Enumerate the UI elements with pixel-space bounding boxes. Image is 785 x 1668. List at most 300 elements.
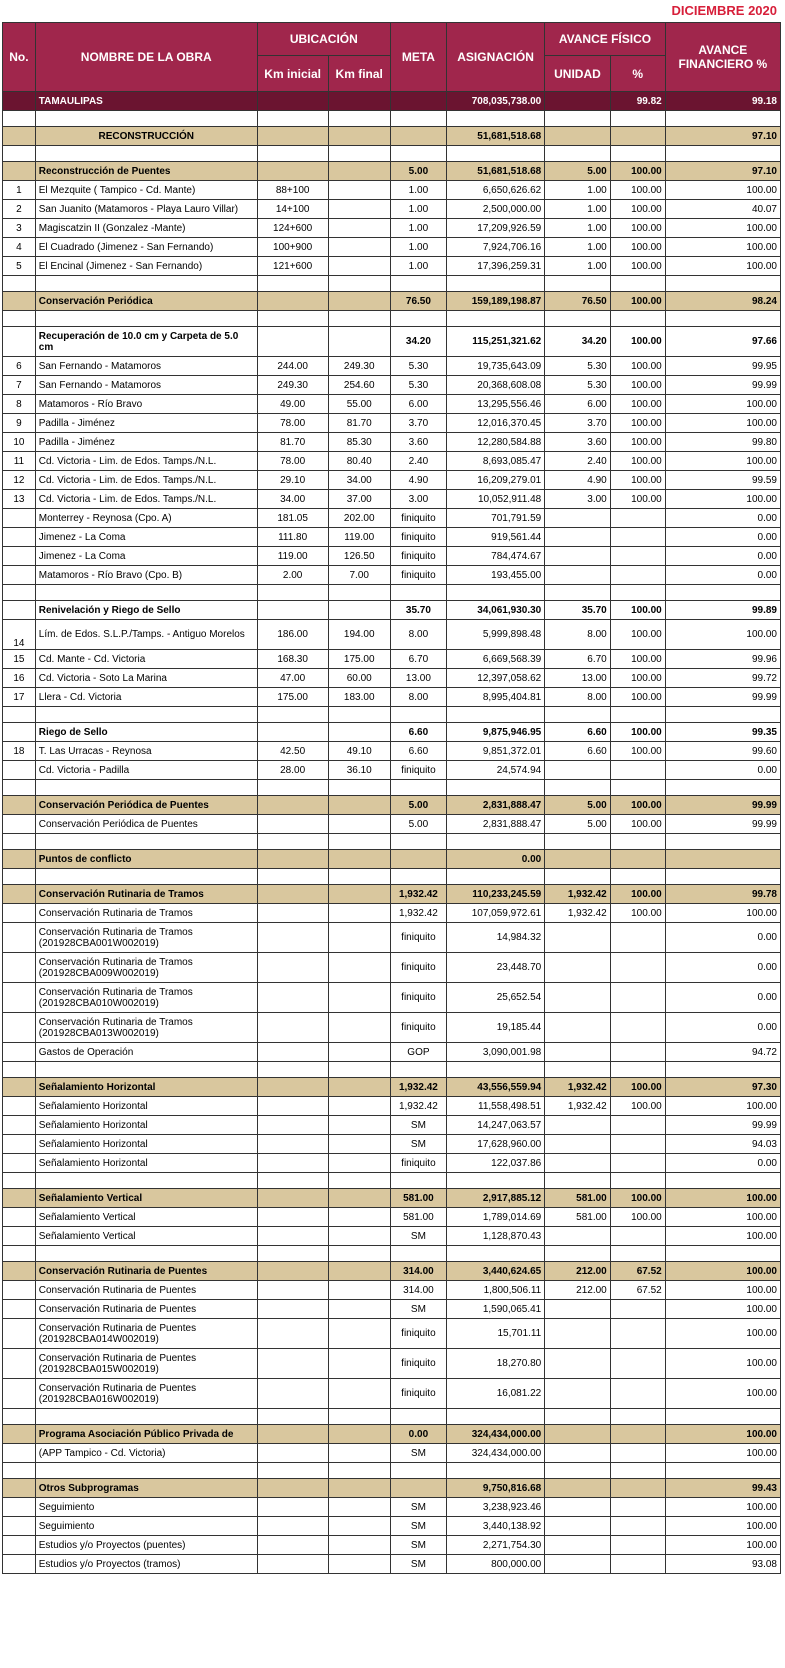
- cell-name: Conservación Rutinaria de Tramos (201928CBA009W002019): [35, 953, 257, 983]
- table-row: [3, 146, 781, 162]
- cell-avance-financiero: 93.08: [665, 1555, 780, 1574]
- cell-pct: [610, 127, 665, 146]
- cell-meta: 34.20: [390, 327, 446, 357]
- cell-pct: 100.00: [610, 200, 665, 219]
- empty-cell: [545, 1173, 611, 1189]
- cell-unidad: [545, 1479, 611, 1498]
- cell-name: San Fernando - Matamoros: [35, 357, 257, 376]
- header-pct: %: [610, 56, 665, 92]
- empty-cell: [328, 311, 390, 327]
- empty-cell: [446, 780, 544, 796]
- cell-km-final: [328, 327, 390, 357]
- table-row: [3, 983, 781, 1013]
- table-row: [3, 796, 781, 815]
- header-ubicacion: UBICACIÓN: [257, 23, 390, 56]
- cell-meta: finiquito: [390, 983, 446, 1013]
- table-row: [3, 162, 781, 181]
- cell-avance-financiero: 99.18: [665, 92, 780, 111]
- cell-no: 17: [3, 688, 36, 707]
- cell-no: 10: [3, 433, 36, 452]
- cell-unidad: [545, 923, 611, 953]
- cell-meta: 6.00: [390, 395, 446, 414]
- cell-km-final: [328, 1444, 390, 1463]
- table-row: [3, 1281, 781, 1300]
- cell-km-inicial: 78.00: [257, 414, 328, 433]
- cell-pct: [610, 528, 665, 547]
- cell-km-final: [328, 257, 390, 276]
- cell-name: Señalamiento Horizontal: [35, 1078, 257, 1097]
- cell-asignacion: 9,875,946.95: [446, 723, 544, 742]
- cell-meta: 35.70: [390, 601, 446, 620]
- cell-km-inicial: [257, 1319, 328, 1349]
- cell-asignacion: 0.00: [446, 850, 544, 869]
- table-row: [3, 1300, 781, 1319]
- empty-cell: [257, 869, 328, 885]
- empty-cell: [390, 1246, 446, 1262]
- cell-avance-financiero: 99.99: [665, 376, 780, 395]
- cell-no: [3, 92, 36, 111]
- cell-km-final: [328, 1013, 390, 1043]
- table-row: [3, 1173, 781, 1189]
- table-row: [3, 1555, 781, 1574]
- cell-no: 18: [3, 742, 36, 761]
- cell-avance-financiero: 99.43: [665, 1479, 780, 1498]
- cell-unidad: [545, 1116, 611, 1135]
- cell-pct: 100.00: [610, 292, 665, 311]
- cell-unidad: [545, 547, 611, 566]
- cell-pct: [610, 1379, 665, 1409]
- table-row: [3, 257, 781, 276]
- table-row: [3, 1116, 781, 1135]
- empty-cell: [35, 1173, 257, 1189]
- cell-asignacion: 19,185.44: [446, 1013, 544, 1043]
- cell-unidad: [545, 761, 611, 780]
- cell-pct: 100.00: [610, 688, 665, 707]
- cell-asignacion: 701,791.59: [446, 509, 544, 528]
- cell-asignacion: 2,917,885.12: [446, 1189, 544, 1208]
- table-row: [3, 1479, 781, 1498]
- cell-asignacion: 34,061,930.30: [446, 601, 544, 620]
- cell-asignacion: 110,233,245.59: [446, 885, 544, 904]
- cell-no: 4: [3, 238, 36, 257]
- cell-pct: 100.00: [610, 1189, 665, 1208]
- cell-km-final: [328, 1116, 390, 1135]
- table-row: [3, 471, 781, 490]
- table-row: [3, 127, 781, 146]
- cell-unidad: 1.00: [545, 200, 611, 219]
- cell-meta: finiquito: [390, 566, 446, 585]
- cell-km-final: 119.00: [328, 528, 390, 547]
- empty-cell: [545, 1463, 611, 1479]
- empty-cell: [328, 707, 390, 723]
- table-row: [3, 1154, 781, 1173]
- cell-no: [3, 1097, 36, 1116]
- empty-cell: [257, 780, 328, 796]
- cell-meta: 5.00: [390, 162, 446, 181]
- empty-cell: [610, 834, 665, 850]
- empty-cell: [257, 1246, 328, 1262]
- cell-name: Cd. Victoria - Padilla: [35, 761, 257, 780]
- cell-no: 3: [3, 219, 36, 238]
- cell-no: [3, 1116, 36, 1135]
- cell-meta: 8.00: [390, 688, 446, 707]
- cell-unidad: [545, 1319, 611, 1349]
- empty-cell: [3, 585, 36, 601]
- empty-cell: [390, 1062, 446, 1078]
- cell-km-inicial: 168.30: [257, 650, 328, 669]
- cell-name: Conservación Rutinaria de Tramos: [35, 904, 257, 923]
- cell-asignacion: 12,016,370.45: [446, 414, 544, 433]
- empty-cell: [446, 1409, 544, 1425]
- empty-cell: [610, 1463, 665, 1479]
- cell-km-inicial: 244.00: [257, 357, 328, 376]
- cell-name: Puntos de conflicto: [35, 850, 257, 869]
- empty-cell: [3, 707, 36, 723]
- cell-unidad: 5.00: [545, 162, 611, 181]
- empty-cell: [545, 276, 611, 292]
- table-row: [3, 1349, 781, 1379]
- cell-no: 11: [3, 452, 36, 471]
- cell-name: San Fernando - Matamoros: [35, 376, 257, 395]
- cell-pct: 100.00: [610, 885, 665, 904]
- cell-no: [3, 1078, 36, 1097]
- table-row: [3, 414, 781, 433]
- cell-meta: SM: [390, 1555, 446, 1574]
- cell-no: [3, 547, 36, 566]
- cell-name: Conservación Rutinaria de Puentes (201928CBA016W002019): [35, 1379, 257, 1409]
- cell-asignacion: 11,558,498.51: [446, 1097, 544, 1116]
- cell-name: Señalamiento Horizontal: [35, 1135, 257, 1154]
- cell-unidad: 1.00: [545, 238, 611, 257]
- cell-name: Renivelación y Riego de Sello: [35, 601, 257, 620]
- cell-name: Señalamiento Horizontal: [35, 1116, 257, 1135]
- cell-no: [3, 1281, 36, 1300]
- cell-unidad: 6.60: [545, 723, 611, 742]
- cell-pct: 67.52: [610, 1281, 665, 1300]
- cell-name: El Mezquite ( Tampico - Cd. Mante): [35, 181, 257, 200]
- table-row: [3, 1262, 781, 1281]
- cell-km-inicial: 81.70: [257, 433, 328, 452]
- cell-avance-financiero: 100.00: [665, 238, 780, 257]
- cell-km-inicial: [257, 1479, 328, 1498]
- cell-asignacion: 115,251,321.62: [446, 327, 544, 357]
- cell-km-inicial: [257, 885, 328, 904]
- table-row: [3, 850, 781, 869]
- cell-pct: 100.00: [610, 796, 665, 815]
- cell-km-final: [328, 723, 390, 742]
- cell-unidad: 581.00: [545, 1208, 611, 1227]
- cell-km-inicial: [257, 723, 328, 742]
- cell-pct: 100.00: [610, 327, 665, 357]
- empty-cell: [665, 834, 780, 850]
- table-body: [3, 92, 781, 1574]
- cell-no: 9: [3, 414, 36, 433]
- cell-pct: 100.00: [610, 257, 665, 276]
- cell-meta: SM: [390, 1300, 446, 1319]
- table-row: [3, 1208, 781, 1227]
- cell-pct: 100.00: [610, 723, 665, 742]
- cell-name: Conservación Rutinaria de Puentes (201928CBA015W002019): [35, 1349, 257, 1379]
- cell-asignacion: 43,556,559.94: [446, 1078, 544, 1097]
- table-row: [3, 433, 781, 452]
- cell-km-inicial: [257, 850, 328, 869]
- cell-no: [3, 1135, 36, 1154]
- cell-asignacion: 12,397,058.62: [446, 669, 544, 688]
- cell-km-final: 183.00: [328, 688, 390, 707]
- cell-pct: [610, 566, 665, 585]
- cell-unidad: [545, 953, 611, 983]
- cell-km-final: [328, 1281, 390, 1300]
- cell-km-final: [328, 92, 390, 111]
- cell-name: Reconstrucción de Puentes: [35, 162, 257, 181]
- cell-asignacion: 17,396,259.31: [446, 257, 544, 276]
- empty-cell: [328, 869, 390, 885]
- empty-cell: [257, 311, 328, 327]
- cell-name: Jimenez - La Coma: [35, 528, 257, 547]
- table-row: [3, 1498, 781, 1517]
- cell-no: [3, 292, 36, 311]
- cell-asignacion: 17,209,926.59: [446, 219, 544, 238]
- cell-avance-financiero: 100.00: [665, 414, 780, 433]
- table-row: [3, 1379, 781, 1409]
- cell-pct: 100.00: [610, 1078, 665, 1097]
- cell-unidad: 5.30: [545, 357, 611, 376]
- cell-km-inicial: [257, 1425, 328, 1444]
- cell-km-inicial: [257, 1517, 328, 1536]
- cell-asignacion: 51,681,518.68: [446, 162, 544, 181]
- cell-asignacion: 25,652.54: [446, 983, 544, 1013]
- empty-cell: [257, 1173, 328, 1189]
- cell-unidad: [545, 1517, 611, 1536]
- cell-pct: 100.00: [610, 1208, 665, 1227]
- empty-cell: [665, 707, 780, 723]
- cell-asignacion: 3,440,624.65: [446, 1262, 544, 1281]
- table-row: [3, 1463, 781, 1479]
- cell-asignacion: 2,500,000.00: [446, 200, 544, 219]
- cell-name: Conservación Rutinaria de Puentes (201928CBA014W002019): [35, 1319, 257, 1349]
- cell-asignacion: 324,434,000.00: [446, 1425, 544, 1444]
- cell-no: [3, 1043, 36, 1062]
- cell-km-inicial: [257, 1349, 328, 1379]
- table-row: [3, 1189, 781, 1208]
- cell-name: Señalamiento Vertical: [35, 1189, 257, 1208]
- cell-km-final: [328, 181, 390, 200]
- cell-km-final: 60.00: [328, 669, 390, 688]
- cell-meta: 1,932.42: [390, 885, 446, 904]
- cell-km-inicial: [257, 796, 328, 815]
- cell-km-final: [328, 1479, 390, 1498]
- cell-pct: 100.00: [610, 471, 665, 490]
- cell-name: Conservación Rutinaria de Tramos: [35, 885, 257, 904]
- cell-km-inicial: 111.80: [257, 528, 328, 547]
- cell-no: [3, 923, 36, 953]
- table-row: [3, 1097, 781, 1116]
- cell-avance-financiero: 99.35: [665, 723, 780, 742]
- cell-meta: finiquito: [390, 1154, 446, 1173]
- cell-avance-financiero: 100.00: [665, 395, 780, 414]
- cell-km-inicial: [257, 1379, 328, 1409]
- cell-avance-financiero: 0.00: [665, 547, 780, 566]
- empty-cell: [446, 311, 544, 327]
- cell-pct: [610, 1319, 665, 1349]
- cell-pct: 100.00: [610, 650, 665, 669]
- empty-cell: [665, 1409, 780, 1425]
- cell-unidad: 5.30: [545, 376, 611, 395]
- header-avance-fisico: AVANCE FÍSICO: [545, 23, 666, 56]
- cell-km-inicial: 47.00: [257, 669, 328, 688]
- cell-km-inicial: 124+600: [257, 219, 328, 238]
- cell-unidad: [545, 1135, 611, 1154]
- empty-cell: [610, 780, 665, 796]
- cell-name: Señalamiento Vertical: [35, 1227, 257, 1246]
- cell-name: Seguimiento: [35, 1517, 257, 1536]
- cell-unidad: [545, 1444, 611, 1463]
- table-row: [3, 490, 781, 509]
- empty-cell: [328, 111, 390, 127]
- cell-km-inicial: [257, 1444, 328, 1463]
- cell-avance-financiero: 40.07: [665, 200, 780, 219]
- cell-km-inicial: [257, 1227, 328, 1246]
- cell-pct: [610, 1116, 665, 1135]
- cell-unidad: 13.00: [545, 669, 611, 688]
- cell-pct: 100.00: [610, 742, 665, 761]
- table-row: [3, 200, 781, 219]
- cell-asignacion: 9,750,816.68: [446, 1479, 544, 1498]
- table-row: [3, 1409, 781, 1425]
- cell-km-final: 194.00: [328, 620, 390, 650]
- cell-km-final: [328, 1349, 390, 1379]
- cell-km-final: [328, 1227, 390, 1246]
- cell-meta: 1,932.42: [390, 1097, 446, 1116]
- cell-km-inicial: [257, 327, 328, 357]
- cell-km-final: [328, 1498, 390, 1517]
- cell-km-inicial: [257, 1135, 328, 1154]
- cell-unidad: 6.70: [545, 650, 611, 669]
- cell-km-final: [328, 1517, 390, 1536]
- cell-no: [3, 761, 36, 780]
- cell-pct: [610, 509, 665, 528]
- empty-cell: [328, 146, 390, 162]
- table-row: [3, 723, 781, 742]
- empty-cell: [35, 1246, 257, 1262]
- table-row: [3, 650, 781, 669]
- cell-no: [3, 509, 36, 528]
- cell-unidad: [545, 1043, 611, 1062]
- cell-pct: 100.00: [610, 162, 665, 181]
- cell-avance-financiero: 99.99: [665, 1116, 780, 1135]
- cell-km-inicial: [257, 1013, 328, 1043]
- table-row: [3, 1517, 781, 1536]
- cell-unidad: 1,932.42: [545, 1097, 611, 1116]
- cell-avance-financiero: 100.00: [665, 1349, 780, 1379]
- cell-avance-financiero: 100.00: [665, 1262, 780, 1281]
- empty-cell: [446, 1463, 544, 1479]
- cell-pct: 100.00: [610, 904, 665, 923]
- cell-unidad: [545, 1013, 611, 1043]
- cell-no: [3, 953, 36, 983]
- cell-name: Lím. de Edos. S.L.P./Tamps. - Antiguo Morelos: [35, 620, 257, 650]
- table-row: [3, 1246, 781, 1262]
- cell-meta: 1.00: [390, 257, 446, 276]
- cell-avance-financiero: 99.78: [665, 885, 780, 904]
- empty-cell: [610, 1409, 665, 1425]
- empty-cell: [3, 1409, 36, 1425]
- cell-meta: finiquito: [390, 547, 446, 566]
- cell-km-final: [328, 1300, 390, 1319]
- cell-unidad: 212.00: [545, 1281, 611, 1300]
- cell-km-inicial: 78.00: [257, 452, 328, 471]
- empty-cell: [665, 1062, 780, 1078]
- cell-meta: [390, 850, 446, 869]
- cell-meta: finiquito: [390, 953, 446, 983]
- table-row: [3, 509, 781, 528]
- cell-no: [3, 1227, 36, 1246]
- cell-unidad: [545, 1498, 611, 1517]
- table-row: [3, 1043, 781, 1062]
- cell-name: Cd. Victoria - Lim. de Edos. Tamps./N.L.: [35, 452, 257, 471]
- table-row: [3, 357, 781, 376]
- cell-unidad: 581.00: [545, 1189, 611, 1208]
- cell-meta: 1.00: [390, 181, 446, 200]
- cell-meta: 6.60: [390, 742, 446, 761]
- cell-asignacion: 13,295,556.46: [446, 395, 544, 414]
- cell-km-final: 254.60: [328, 376, 390, 395]
- cell-avance-financiero: 94.03: [665, 1135, 780, 1154]
- empty-cell: [35, 111, 257, 127]
- cell-no: [3, 1555, 36, 1574]
- cell-name: Conservación Rutinaria de Puentes: [35, 1281, 257, 1300]
- cell-no: [3, 1379, 36, 1409]
- cell-meta: 0.00: [390, 1425, 446, 1444]
- cell-km-inicial: 42.50: [257, 742, 328, 761]
- cell-no: [3, 796, 36, 815]
- cell-pct: 100.00: [610, 601, 665, 620]
- cell-name: Recuperación de 10.0 cm y Carpeta de 5.0 cm: [35, 327, 257, 357]
- cell-pct: [610, 547, 665, 566]
- cell-name: El Cuadrado (Jimenez - San Fernando): [35, 238, 257, 257]
- cell-km-final: 34.00: [328, 471, 390, 490]
- header-km-inicial: Km inicial: [257, 56, 328, 92]
- empty-cell: [665, 1173, 780, 1189]
- cell-km-inicial: [257, 127, 328, 146]
- empty-cell: [610, 111, 665, 127]
- report-date: DICIEMBRE 2020: [671, 3, 777, 18]
- cell-avance-financiero: 97.10: [665, 162, 780, 181]
- empty-cell: [35, 1409, 257, 1425]
- cell-km-final: 126.50: [328, 547, 390, 566]
- empty-cell: [545, 869, 611, 885]
- cell-no: [3, 1013, 36, 1043]
- empty-cell: [446, 276, 544, 292]
- empty-cell: [35, 707, 257, 723]
- cell-unidad: 1.00: [545, 219, 611, 238]
- cell-name: Conservación Rutinaria de Tramos (201928CBA013W002019): [35, 1013, 257, 1043]
- cell-pct: [610, 953, 665, 983]
- cell-meta: [390, 92, 446, 111]
- cell-name: Padilla - Jiménez: [35, 414, 257, 433]
- empty-cell: [610, 1246, 665, 1262]
- empty-cell: [390, 1463, 446, 1479]
- cell-no: 2: [3, 200, 36, 219]
- cell-km-final: 55.00: [328, 395, 390, 414]
- cell-km-inicial: 186.00: [257, 620, 328, 650]
- cell-pct: [610, 1444, 665, 1463]
- cell-asignacion: 12,280,584.88: [446, 433, 544, 452]
- cell-unidad: [545, 850, 611, 869]
- empty-cell: [390, 311, 446, 327]
- table-row: [3, 585, 781, 601]
- cell-avance-financiero: 100.00: [665, 181, 780, 200]
